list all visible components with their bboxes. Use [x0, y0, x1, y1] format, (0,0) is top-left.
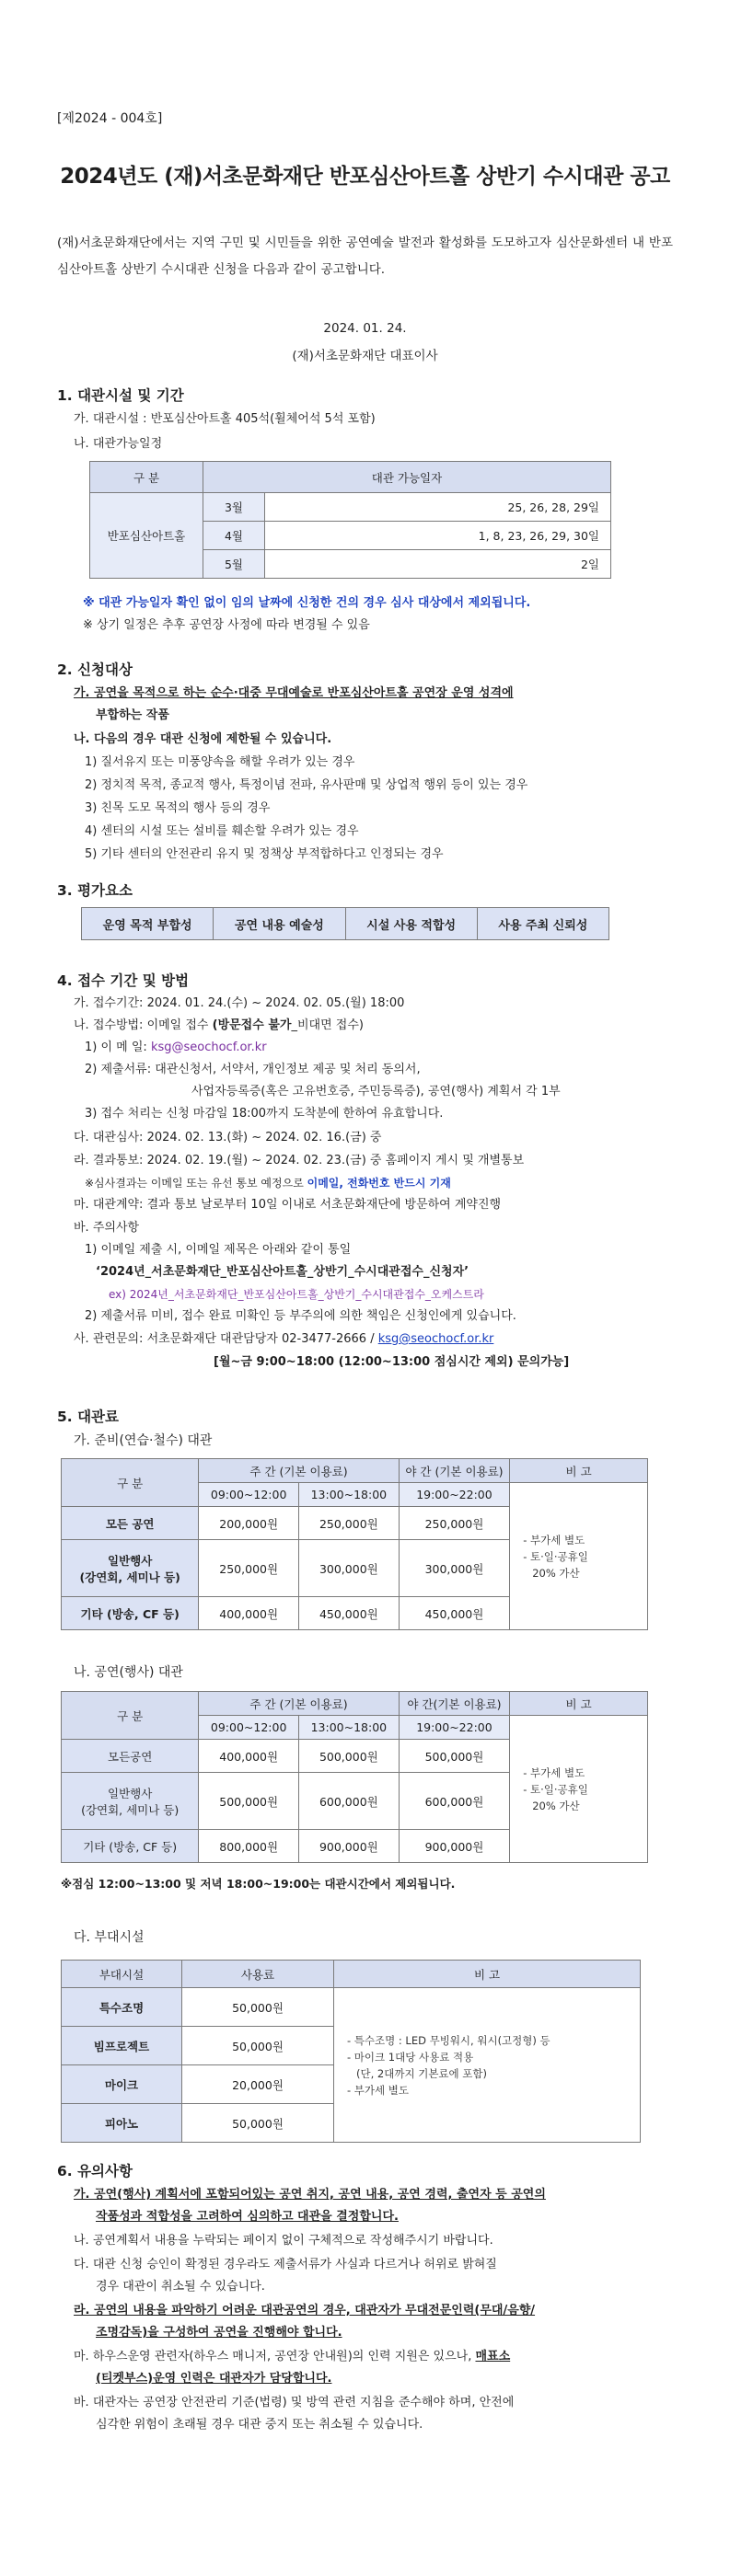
s6-item-e-line2 — [96, 2370, 331, 2388]
remark-line: - 토·일·공휴일 — [523, 1782, 588, 1796]
remark-line: - 부가세 별도 — [347, 2083, 410, 2097]
fee-cell: 500,000원 — [299, 1740, 400, 1773]
table-header: 비 고 — [510, 1692, 648, 1716]
s6-item-d-text: 라. 공연의 내용을 파악하기 어려운 대관공연의 경우, 대관자가 무대전문인력(무대/음향/ — [74, 2304, 536, 2317]
list-item: 3) 친목 도모 목적의 행사 등의 경우 — [85, 801, 271, 815]
row-label: 기타 (방송, CF 등) — [62, 1597, 199, 1630]
row-label: 모든공연 — [62, 1740, 199, 1773]
table-header: 대관 가능일자 — [203, 462, 611, 493]
s6-item-a-text2: 작품성과 적합성을 고려하여 심의하고 대관을 결정합니다. — [96, 2210, 399, 2224]
fee-cell: 250,000원 — [199, 1540, 299, 1597]
fee-remark-cell — [510, 1483, 648, 1630]
s4-deadline-note: 3) 접수 처리는 신청 마감일 18:00까지 도착분에 한하여 유효합니다. — [85, 1107, 444, 1121]
rental-schedule-table — [89, 461, 611, 579]
contact-email-link[interactable]: ksg@seochocf.or.kr — [377, 1332, 494, 1346]
facility-fee: 20,000원 — [182, 2065, 334, 2104]
facility-fee-table — [61, 1960, 641, 2143]
table-header: 주 간 (기본 이용료) — [199, 1459, 399, 1483]
fee-cell: 400,000원 — [199, 1740, 299, 1773]
fee-cell: 250,000원 — [399, 1507, 510, 1540]
notice-date-block — [0, 315, 730, 370]
table-header-row — [62, 1961, 641, 1988]
intro-paragraph: (재)서초문화재단에서는 지역 구민 및 시민들을 위한 공연예술 발전과 활성화를 도모하고자 심산문화센터 내 반포심산아트홀 상반기 수시대관 신청을 다음과 같이 공고합니다. — [57, 236, 673, 277]
email-link[interactable]: ksg@seochocf.or.kr — [150, 1041, 267, 1054]
section-6-heading: 6. 유의사항 — [57, 2163, 133, 2179]
s6-item-a-line1 — [74, 2186, 546, 2204]
s4-email-label: 1) 이 메 일: — [85, 1041, 151, 1054]
s6-item-d-line1 — [74, 2302, 535, 2320]
table-row — [82, 908, 609, 940]
s4-email-subject-example: ex) 2024년_서초문화재단_반포심산아트홀_상반기_수시대관접수_오케스트라 — [109, 1288, 484, 1301]
s6-item-d-line2 — [96, 2324, 342, 2342]
remark-line: - 부가세 별도 — [523, 1533, 585, 1547]
s6-item-e-text: 마. 하우스운영 관련자(하우스 매니저, 공연장 안내원)의 인력 지원은 있으나, — [74, 2350, 476, 2363]
s4-contact-text: 사. 관련문의: 서초문화재단 대관담당자 02-3477-2666 / — [74, 1332, 378, 1346]
facility-fee: 50,000원 — [182, 2027, 334, 2065]
facility-name: 빔프로젝트 — [62, 2027, 182, 2065]
evaluation-criteria-table — [81, 907, 609, 940]
time-header: 09:00~12:00 — [199, 1716, 299, 1740]
fee-cell: 500,000원 — [199, 1773, 299, 1830]
s6-item-a-line2 — [96, 2208, 399, 2226]
facility-fee: 50,000원 — [182, 1988, 334, 2027]
notice-number: [제2024 - 004호] — [57, 111, 163, 126]
row-label-line: (강연회, 세미나 등) — [79, 1570, 180, 1584]
s4-item-f: 바. 주의사항 — [74, 1221, 140, 1235]
facility-name: 피아노 — [62, 2104, 182, 2143]
table-header-row — [62, 1459, 648, 1483]
section-1-heading: 1. 대관시설 및 기간 — [57, 387, 184, 404]
notice-date: 2024. 01. 24. — [323, 321, 407, 336]
facility-fee: 50,000원 — [182, 2104, 334, 2143]
s4-item-d: 라. 결과통보: 2024. 02. 19.(월) ~ 2024. 02. 23.(금) 중 홈페이지 게시 및 개별통보 — [74, 1154, 525, 1167]
s4-result-note-bold: 이메일, 전화번호 반드시 기재 — [307, 1177, 451, 1190]
table-header: 주 간 (기본 이용료) — [199, 1692, 399, 1716]
remark-line: - 부가세 별도 — [523, 1765, 585, 1779]
row-label-line: (강연회, 세미나 등) — [81, 1802, 180, 1817]
performance-rental-fee-table — [61, 1691, 648, 1863]
s6-item-e-bold: 매표소 — [475, 2350, 511, 2363]
s2-item-b: 나. 다음의 경우 대관 신청에 제한될 수 있습니다. — [74, 732, 332, 746]
fee-cell: 500,000원 — [399, 1740, 510, 1773]
s4-item-b-text: 나. 접수방법: 이메일 접수 — [74, 1018, 213, 1032]
criterion-cell: 운영 목적 부합성 — [82, 908, 214, 940]
s1-note-schedule: ※ 상기 일정은 추후 공연장 사정에 따라 변경될 수 있음 — [83, 618, 370, 632]
remark-line: - 마이크 1대당 사용료 적용 — [347, 2050, 474, 2064]
fee-cell: 200,000원 — [199, 1507, 299, 1540]
s6-item-d-text2: 조명감독)을 구성하여 공연을 진행해야 합니다. — [96, 2326, 342, 2340]
row-label: 모든 공연 — [62, 1507, 199, 1540]
s4-email-line — [85, 1039, 267, 1057]
table-header: 구 분 — [62, 1692, 199, 1740]
s2-item-a-line2: 부합하는 작품 — [96, 708, 169, 722]
remark-line: (단, 2대까지 기본료에 포함) — [356, 2066, 488, 2080]
s4-email-subject-format: ‘2024년_서초문화재단_반포심산아트홀_상반기_수시대관접수_신청자’ — [96, 1265, 469, 1279]
page-title: 2024년도 (재)서초문화재단 반포심산아트홀 상반기 수시대관 공고 — [60, 165, 670, 189]
s2-item-a-line1 — [74, 684, 514, 703]
fee-cell: 900,000원 — [299, 1830, 400, 1863]
s6-item-c-line2: 경우 대관이 취소될 수 있습니다. — [96, 2280, 265, 2294]
s6-item-e-text2: (티켓부스)운영 인력은 대관자가 담당합니다. — [96, 2372, 332, 2386]
list-item: 1) 질서유지 또는 미풍양속을 해할 우려가 있는 경우 — [85, 755, 355, 769]
fee-cell: 400,000원 — [199, 1597, 299, 1630]
prep-rental-fee-table — [61, 1458, 648, 1630]
fee-cell: 600,000원 — [399, 1773, 510, 1830]
section-5-heading: 5. 대관료 — [57, 1409, 119, 1425]
s6-item-f-line2: 심각한 위험이 초래될 경우 대관 중지 또는 취소될 수 있습니다. — [96, 2418, 423, 2432]
fee-cell: 450,000원 — [299, 1597, 400, 1630]
criterion-cell: 시설 사용 적합성 — [345, 908, 477, 940]
s6-item-f-line1: 바. 대관자는 공연장 안전관리 기준(법령) 및 방역 관련 지침을 준수해야 하며, 안전에 — [74, 2396, 515, 2409]
s4-item-b-bold: (방문접수 불가 — [212, 1018, 292, 1032]
s4-docs-line1: 2) 제출서류: 대관신청서, 서약서, 개인정보 제공 및 처리 동의서, — [85, 1063, 421, 1076]
table-row — [62, 1988, 641, 2027]
s4-docs-line2: 사업자등록증(혹은 고유번호증, 주민등록증), 공연(행사) 계획서 각 1부 — [191, 1085, 561, 1098]
table-header: 사용료 — [182, 1961, 334, 1988]
s4-item-c: 다. 대관심사: 2024. 02. 13.(화) ~ 2024. 02. 16.(금) 중 — [74, 1131, 382, 1144]
fee-cell: 600,000원 — [299, 1773, 400, 1830]
s4-item-b — [74, 1017, 364, 1035]
remark-line: 20% 가산 — [532, 1799, 580, 1812]
s5-time-exclusion-note: ※점심 12:00~13:00 및 저녁 18:00~19:00는 대관시간에서 제외됩니다. — [61, 1877, 456, 1891]
s4-result-note — [85, 1174, 451, 1192]
s5-item-a: 가. 준비(연습·철수) 대관 — [74, 1433, 213, 1448]
time-header: 13:00~18:00 — [299, 1716, 400, 1740]
remark-line: - 특수조명 : LED 무빙워시, 워시(고정형) 등 — [347, 2033, 550, 2047]
s4-contact-line — [74, 1330, 493, 1349]
table-header: 비 고 — [334, 1961, 641, 1988]
criterion-cell: 공연 내용 예술성 — [214, 908, 345, 940]
s6-item-b: 나. 공연계획서 내용을 누락되는 페이지 없이 구체적으로 작성해주시기 바랍니다. — [74, 2234, 493, 2248]
time-header: 09:00~12:00 — [199, 1483, 299, 1507]
s4-item-b-post: _비대면 접수) — [291, 1018, 364, 1032]
table-header: 야 간(기본 이용료) — [399, 1692, 510, 1716]
venue-cell: 반포심산아트홀 — [90, 493, 203, 579]
section-2-heading: 2. 신청대상 — [57, 661, 133, 678]
month-cell: 3월 — [203, 493, 265, 522]
table-header-row — [62, 1692, 648, 1716]
table-header: 구 분 — [62, 1459, 199, 1507]
s5-item-b: 나. 공연(행사) 대관 — [74, 1665, 183, 1680]
s4-item-a: 가. 접수기간: 2024. 01. 24.(수) ~ 2024. 02. 05.(월) 18:00 — [74, 996, 405, 1010]
s1-item-a: 가. 대관시설 : 반포심산아트홀 405석(휠체어석 5석 포함) — [74, 412, 376, 426]
days-cell: 1, 8, 23, 26, 29, 30일 — [265, 522, 611, 550]
issuer: (재)서초문화재단 대표이사 — [292, 349, 438, 363]
s4-caution-1: 1) 이메일 제출 시, 이메일 제목은 아래와 같이 통일 — [85, 1243, 352, 1257]
s4-contact-hours: [월~금 9:00~18:00 (12:00~13:00 점심시간 제외) 문의가능] — [214, 1355, 570, 1369]
section-3-heading: 3. 평가요소 — [57, 882, 133, 899]
s6-item-e-line1 — [74, 2348, 510, 2366]
facility-remark-cell — [334, 1988, 641, 2143]
s6-item-a-text: 가. 공연(행사) 계획서에 포함되어있는 공연 취지, 공연 내용, 공연 경력, 출연자 등 공연의 — [74, 2188, 546, 2202]
fee-cell: 250,000원 — [299, 1507, 400, 1540]
month-cell: 4월 — [203, 522, 265, 550]
fee-cell: 450,000원 — [399, 1597, 510, 1630]
table-header: 구 분 — [90, 462, 203, 493]
fee-cell: 800,000원 — [199, 1830, 299, 1863]
remark-line: 20% 가산 — [532, 1566, 580, 1580]
fee-remark-cell — [510, 1716, 648, 1863]
criterion-cell: 사용 주최 신뢰성 — [477, 908, 608, 940]
days-cell: 25, 26, 28, 29일 — [265, 493, 611, 522]
remark-line: - 토·일·공휴일 — [523, 1549, 588, 1563]
fee-cell: 900,000원 — [399, 1830, 510, 1863]
s4-result-note-text: ※심사결과는 이메일 또는 유선 통보 예정으로 — [85, 1177, 307, 1190]
s5-item-c: 다. 부대시설 — [74, 1930, 145, 1945]
table-header: 부대시설 — [62, 1961, 182, 1988]
days-cell: 2일 — [265, 550, 611, 579]
list-item: 5) 기타 센터의 안전관리 유지 및 정책상 부적합하다고 인정되는 경우 — [85, 847, 444, 861]
fee-cell: 300,000원 — [399, 1540, 510, 1597]
time-header: 13:00~18:00 — [299, 1483, 400, 1507]
fee-cell: 300,000원 — [299, 1540, 400, 1597]
table-header: 야 간 (기본 이용료) — [399, 1459, 510, 1483]
facility-name: 마이크 — [62, 2065, 182, 2104]
s4-caution-2: 2) 제출서류 미비, 접수 완료 미확인 등 부주의에 의한 책임은 신청인에게 있습니다. — [85, 1309, 516, 1323]
row-label-line: 일반행사 — [108, 1553, 153, 1568]
time-header: 19:00~22:00 — [399, 1716, 510, 1740]
list-item: 4) 센터의 시설 또는 설비를 훼손할 우려가 있는 경우 — [85, 824, 359, 838]
row-label — [62, 1773, 199, 1830]
list-item: 2) 정치적 목적, 종교적 행사, 특정이념 전파, 유사판매 및 상업적 행위 등이 있는 경우 — [85, 778, 528, 792]
table-row — [90, 493, 611, 522]
s4-item-e: 마. 대관계약: 결과 통보 날로부터 10일 이내로 서초문화재단에 방문하여 계약진행 — [74, 1198, 502, 1212]
month-cell: 5월 — [203, 550, 265, 579]
s6-item-c-line1: 다. 대관 신청 승인이 확정된 경우라도 제출서류가 사실과 다르거나 허위로 밝혀질 — [74, 2258, 497, 2271]
row-label: 기타 (방송, CF 등) — [62, 1830, 199, 1863]
s2-item-a-text: 가. 공연을 목적으로 하는 순수·대중 무대예술로 반포심산아트홀 공연장 운영 성격에 — [74, 686, 514, 700]
section-4-heading: 4. 접수 기간 및 방법 — [57, 972, 190, 989]
time-header: 19:00~22:00 — [399, 1483, 510, 1507]
table-header: 비 고 — [510, 1459, 648, 1483]
facility-name: 특수조명 — [62, 1988, 182, 2027]
s1-note-warning: ※ 대관 가능일자 확인 없이 임의 날짜에 신청한 건의 경우 심사 대상에서 제외됩니다. — [83, 596, 531, 610]
table-header-row — [90, 462, 611, 493]
s1-item-b: 나. 대관가능일정 — [74, 437, 163, 451]
row-label-line: 일반행사 — [108, 1786, 153, 1800]
row-label — [62, 1540, 199, 1597]
